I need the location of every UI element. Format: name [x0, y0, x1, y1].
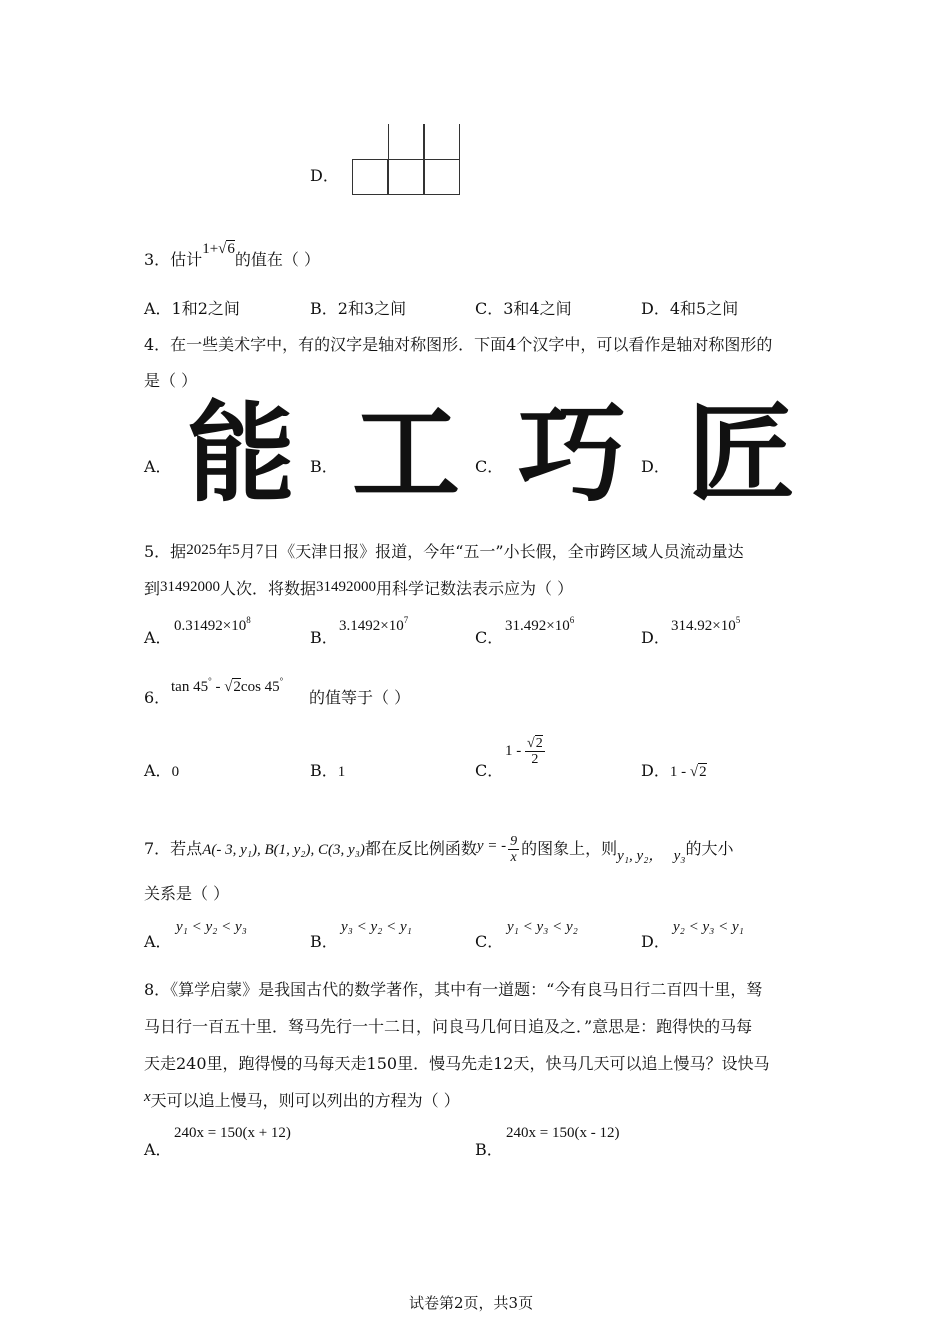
q7-option-b-label[interactable]: B．	[310, 932, 338, 951]
q3-stem: 3．估计1+√6的值在（ ）	[144, 241, 320, 269]
q4-option-b-label[interactable]: B．	[310, 457, 338, 476]
q5-stem-line1: 5．据2025年5月7日《天津日报》报道，今年“五一”小长假，全市跨区域人员流动量达	[144, 542, 744, 561]
q4-stem-line2: 是（ ）	[144, 371, 198, 390]
q5-option-a-label[interactable]: A．	[144, 628, 172, 647]
q5-stem-line2: 到31492000人次．将数据31492000用科学记数法表示应为（ ）	[144, 579, 574, 598]
q5-option-b-value: $3.1492\times 10^7$	[339, 615, 409, 634]
q6-option-c-value: 1 - $\frac{√2}{2}$	[505, 736, 543, 767]
q6-label: 6．	[144, 688, 171, 707]
q4-char-jiang: 匠	[687, 392, 796, 517]
q4-stem-line1: 4．在一些美术字中，有的汉字是轴对称图形．下面4个汉字中，可以看作是轴对称图形的	[144, 335, 773, 354]
q7-option-d-value: y₂ < y₃ < y₁	[673, 919, 744, 935]
q6-suffix: 的值等于（ ）	[309, 688, 411, 707]
q8-option-b-value: 240x = 150(x - 12)	[506, 1125, 620, 1141]
q7-option-b-value: y₃ < y₂ < y₁	[341, 919, 412, 935]
q6-option-c-label[interactable]: C．	[475, 761, 504, 780]
q3-option-b[interactable]: B．2和3之间	[310, 299, 407, 318]
q8-option-a-value: 240x = 150(x + 12)	[174, 1125, 291, 1141]
q4-char-qiao: 巧	[518, 392, 627, 517]
q8-stem-line1: 8．《算学启蒙》是我国古代的数学著作，其中有一道题：“今有良马日行二百四十里，驽	[144, 980, 763, 999]
q5-option-d-value: $314.92\times 10^5$	[671, 615, 741, 634]
q5-option-b-label[interactable]: B．	[310, 628, 338, 647]
q3-option-a[interactable]: A．1和2之间	[144, 299, 240, 318]
q6-option-d[interactable]: D．1 - √2	[641, 761, 707, 780]
q6-expression: tan 45° - √2cos 45°	[171, 676, 284, 695]
q8-option-b-label[interactable]: B．	[475, 1140, 503, 1159]
q7-stem-line2: 关系是（ ）	[144, 884, 230, 903]
page-footer: 试卷第2页，共3页	[409, 1294, 534, 1312]
q7-option-c-value: y₁ < y₃ < y₂	[507, 919, 578, 935]
q6-option-a[interactable]: A．0	[144, 761, 180, 780]
q8-stem-line4: x天可以追上慢马，则可以列出的方程为（ ）	[144, 1089, 460, 1110]
q4-option-a-label[interactable]: A．	[144, 457, 172, 476]
q7-option-c-label[interactable]: C．	[475, 932, 504, 951]
q5-option-a-value: $0.31492\times 10^8$	[174, 615, 251, 634]
q6-option-b[interactable]: B．1	[310, 761, 346, 780]
q4-option-d-label[interactable]: D．	[641, 457, 670, 476]
q2-option-d-label: D．	[310, 166, 339, 185]
q5-option-d-label[interactable]: D．	[641, 628, 670, 647]
q3-option-d[interactable]: D．4和5之间	[641, 299, 739, 318]
q8-option-a-label[interactable]: A．	[144, 1140, 172, 1159]
q4-char-neng: 能	[187, 392, 296, 517]
q3-option-c[interactable]: C．3和4之间	[475, 299, 572, 318]
q5-option-c-value: $31.492\times 10^6$	[505, 615, 575, 634]
q8-stem-line2: 马日行一百五十里．驽马先行一十二日，问良马几何日追及之．”意思是：跑得快的马每	[144, 1017, 753, 1036]
q7-stem-line1: 7．若点A(- 3, y₁), B(1, y₂), C(3, y₃)都在反比例函数y = - $\frac{9}{x}$ 的图象上，则y₁, y₂， y₃的大小	[144, 834, 734, 865]
q4-char-gong: 工	[352, 392, 461, 517]
q7-option-d-label[interactable]: D．	[641, 932, 670, 951]
q7-option-a-value: y₁ < y₂ < y₃	[176, 919, 247, 935]
q5-option-c-label[interactable]: C．	[475, 628, 504, 647]
q8-stem-line3: 天走240里，跑得慢的马每天走150里．慢马先走12天，快马几天可以追上慢马？设快马	[144, 1054, 770, 1073]
q4-option-c-label[interactable]: C．	[475, 457, 504, 476]
q7-option-a-label[interactable]: A．	[144, 932, 172, 951]
